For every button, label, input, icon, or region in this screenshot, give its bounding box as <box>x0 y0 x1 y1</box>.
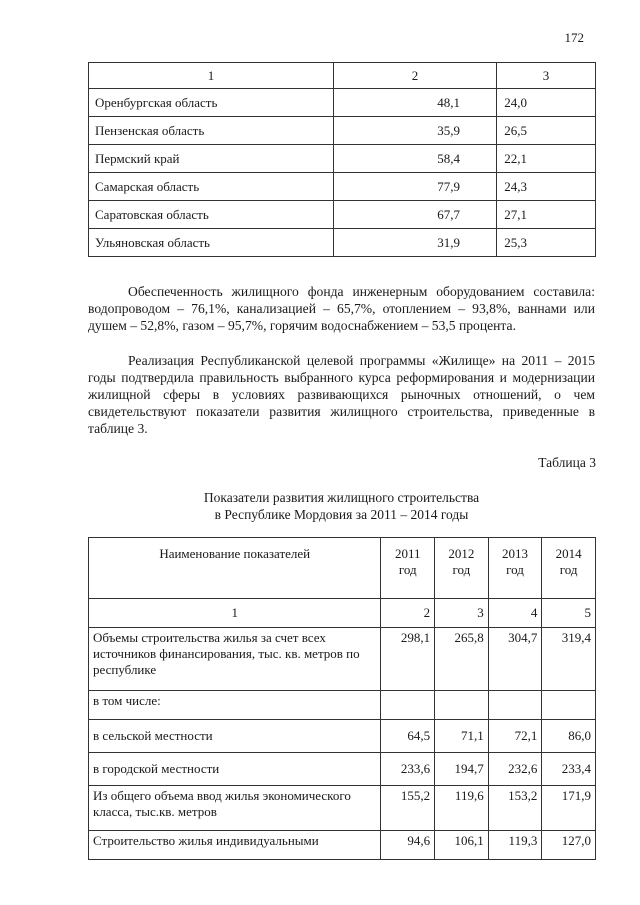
indicator-name: Из общего объема ввод жилья экономического класса, тыс.кв. метров <box>89 786 381 831</box>
regions-table <box>88 62 596 257</box>
indicator-value: 304,7 <box>488 628 542 691</box>
region-value-2: 22,1 <box>497 145 596 173</box>
table-row <box>89 117 596 145</box>
table-header-row <box>89 538 596 599</box>
table-row <box>89 786 596 831</box>
table-row <box>89 201 596 229</box>
indicator-value: 298,1 <box>381 628 435 691</box>
column-number: 4 <box>488 599 542 628</box>
indicator-name: Строительство жилья индивидуальными <box>89 831 381 860</box>
column-number: 1 <box>89 599 381 628</box>
table-row <box>89 89 596 117</box>
caption-line: Показатели развития жилищного строительства <box>203 490 480 505</box>
region-value-2: 26,5 <box>497 117 596 145</box>
indicator-name: в том числе: <box>89 691 381 720</box>
indicator-name: Объемы строительства жилья за счет всех источников финансирования, тыс. кв. метров по республике <box>89 628 381 691</box>
header-year <box>381 538 435 599</box>
table-row <box>89 145 596 173</box>
year-unit: год <box>452 562 471 577</box>
indicator-name: в сельской местности <box>89 720 381 753</box>
region-value-1: 67,7 <box>334 201 497 229</box>
indicator-name: в городской местности <box>89 753 381 786</box>
indicator-value: 194,7 <box>435 753 489 786</box>
region-value-1: 58,4 <box>334 145 497 173</box>
header-year <box>542 538 596 599</box>
indicator-value: 319,4 <box>542 628 596 691</box>
region-value-1: 48,1 <box>334 89 497 117</box>
region-value-1: 31,9 <box>334 229 497 257</box>
region-value-1: 77,9 <box>334 173 497 201</box>
region-value-1: 35,9 <box>334 117 497 145</box>
table-row <box>89 628 596 691</box>
region-value-2: 27,1 <box>497 201 596 229</box>
year-label: 2014 <box>555 546 582 561</box>
table-caption <box>88 489 595 523</box>
indicator-value: 232,6 <box>488 753 542 786</box>
table-row <box>89 173 596 201</box>
header-year <box>435 538 489 599</box>
region-value-2: 24,0 <box>497 89 596 117</box>
indicator-value: 72,1 <box>488 720 542 753</box>
table-row <box>89 720 596 753</box>
table-row <box>89 229 596 257</box>
indicator-value: 86,0 <box>542 720 596 753</box>
indicator-value: 171,9 <box>542 786 596 831</box>
year-label: 2012 <box>448 546 475 561</box>
header-year <box>488 538 542 599</box>
caption-line: в Республике Мордовия за 2011 – 2014 годы <box>214 507 469 522</box>
region-name: Оренбургская область <box>89 89 334 117</box>
region-value-2: 24,3 <box>497 173 596 201</box>
indicator-value: 64,5 <box>381 720 435 753</box>
indicator-value: 119,3 <box>488 831 542 860</box>
table-label: Таблица 3 <box>538 455 596 470</box>
column-number: 2 <box>334 63 497 89</box>
region-name: Саратовская область <box>89 201 334 229</box>
table-row <box>89 831 596 860</box>
year-label: 2011 <box>395 546 421 561</box>
table-row <box>89 753 596 786</box>
page-number: 172 <box>564 30 584 45</box>
paragraph-program: Реализация Республиканской целевой программы «Жилище» на 2011 – 2015 годы подтвердила правильность выбранного курса реформирования и модернизации жилищной сферы в условиях развивающихся рыночных отношений, о чем свидетельствуют показатели развития жилищного строительства, приведенные в таблице 3. <box>88 353 595 436</box>
indicator-value <box>542 691 596 720</box>
indicator-value: 233,4 <box>542 753 596 786</box>
indicator-value: 127,0 <box>542 831 596 860</box>
year-label: 2013 <box>502 546 529 561</box>
indicator-value <box>381 691 435 720</box>
housing-indicators-table <box>88 537 596 860</box>
column-number: 2 <box>381 599 435 628</box>
paragraph-equipment: Обеспеченность жилищного фонда инженерным оборудованием составила: водопроводом – 76,1%, канализацией – 65,7%, отоплением – 93,8%, ваннами или душем – 52,8%, газом – 95,7%, горячим водоснабжением – 53,5 процента. <box>88 284 595 333</box>
indicator-value <box>488 691 542 720</box>
column-number: 3 <box>435 599 489 628</box>
indicator-value: 153,2 <box>488 786 542 831</box>
indicator-value: 155,2 <box>381 786 435 831</box>
indicator-value: 71,1 <box>435 720 489 753</box>
table-header-row <box>89 63 596 89</box>
year-unit: год <box>559 562 578 577</box>
table-row <box>89 691 596 720</box>
region-value-2: 25,3 <box>497 229 596 257</box>
indicator-value: 106,1 <box>435 831 489 860</box>
column-number: 3 <box>497 63 596 89</box>
region-name: Самарская область <box>89 173 334 201</box>
header-indicator-name: Наименование показателей <box>89 538 381 599</box>
column-number: 5 <box>542 599 596 628</box>
column-number: 1 <box>89 63 334 89</box>
indicator-value <box>435 691 489 720</box>
region-name: Пермский край <box>89 145 334 173</box>
region-name: Ульяновская область <box>89 229 334 257</box>
region-name: Пензенская область <box>89 117 334 145</box>
year-unit: год <box>506 562 524 577</box>
indicator-value: 233,6 <box>381 753 435 786</box>
indicator-value: 265,8 <box>435 628 489 691</box>
indicator-value: 94,6 <box>381 831 435 860</box>
indicator-value: 119,6 <box>435 786 489 831</box>
year-unit: год <box>398 562 417 577</box>
column-number-row <box>89 599 596 628</box>
